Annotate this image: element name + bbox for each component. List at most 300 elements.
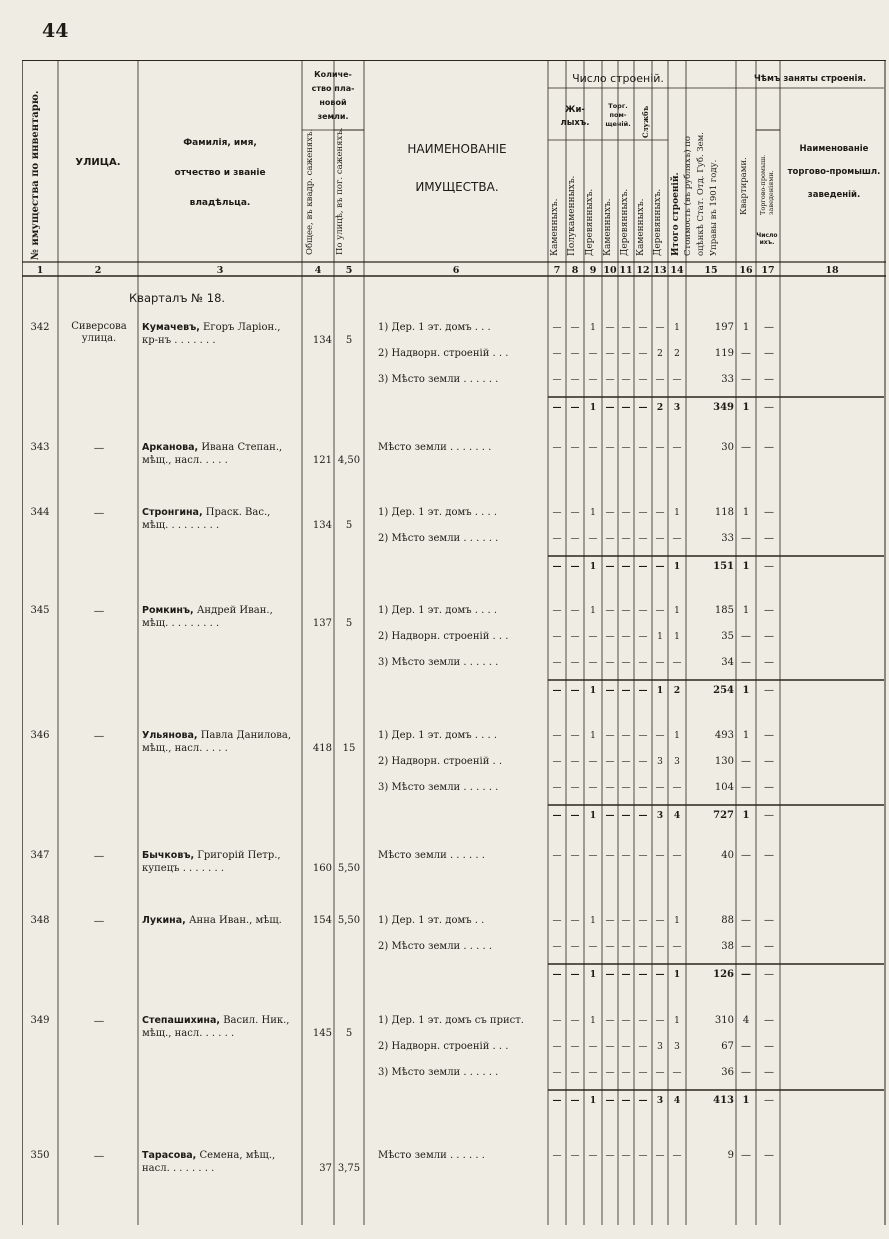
empty-dash: —: [605, 970, 615, 980]
empty-dash: —: [655, 851, 665, 861]
building-count: 1: [590, 731, 596, 741]
valuation: 493: [714, 730, 734, 741]
owner-name: мѣщ., насл. . . . .: [142, 743, 228, 754]
header-owner-line: отчество и званіе: [174, 168, 266, 178]
header-wooden-service: Деревянныхъ.: [653, 188, 663, 256]
header-res-line: лыхъ.: [560, 118, 590, 128]
owner-name: [142, 605, 273, 617]
header-number-of: [755, 232, 779, 246]
empty-dash: —: [655, 783, 665, 793]
owner-given: Анна Иван., мѣщ.: [185, 915, 282, 926]
empty-dash: —: [552, 811, 562, 821]
header-land-total: Общее, въ квадр. саженяхъ.: [305, 128, 315, 255]
building-count: 3: [657, 1042, 663, 1052]
column-number: 8: [571, 265, 579, 276]
empty-dash: —: [570, 443, 580, 453]
empty-dash: —: [764, 730, 774, 741]
empty-dash: —: [552, 349, 562, 359]
empty-dash: —: [570, 851, 580, 861]
owner-name: мѣщ. . . . . . . . .: [142, 618, 220, 629]
empty-dash: —: [570, 783, 580, 793]
property-item: 1) Дер. 1 эт. домъ . . .: [378, 322, 491, 333]
property-item: Мѣсто земли . . . . . .: [378, 1150, 485, 1161]
empty-dash: —: [552, 606, 562, 616]
total-count: 1: [589, 811, 597, 821]
empty-dash: —: [621, 942, 631, 952]
empty-dash: —: [621, 970, 631, 980]
property-item: 2) Надворн. строеній . .: [378, 756, 503, 767]
apartments: —: [741, 1067, 751, 1078]
total-valuation: 254: [713, 685, 734, 696]
apartments: 1: [742, 730, 750, 741]
street-name-line: Сиверсова: [71, 321, 127, 332]
entry-number: 344: [30, 507, 50, 518]
empty-dash: —: [638, 1016, 648, 1026]
empty-dash: —: [552, 1016, 562, 1026]
owner-name: [142, 915, 282, 927]
empty-dash: —: [672, 1151, 682, 1161]
apartments: —: [741, 850, 751, 861]
building-count: 1: [590, 1016, 596, 1026]
empty-dash: —: [764, 941, 774, 952]
empty-dash: —: [605, 1016, 615, 1026]
valuation: 34: [721, 657, 734, 668]
total-apartments: 1: [742, 402, 750, 413]
empty-dash: —: [764, 348, 774, 359]
empty-dash: —: [570, 1151, 580, 1161]
total-count: 1: [589, 562, 597, 572]
valuation: 88: [721, 915, 734, 926]
column-number: 13: [653, 265, 667, 276]
empty-dash: —: [621, 632, 631, 642]
empty-dash: —: [605, 851, 615, 861]
empty-dash: —: [570, 811, 580, 821]
header-land-qty: [302, 68, 364, 124]
empty-dash: —: [552, 686, 562, 696]
header-stone-res: Каменныхъ.: [550, 198, 560, 256]
column-number: 11: [619, 265, 633, 276]
empty-dash: —: [764, 685, 774, 696]
empty-dash: —: [588, 658, 598, 668]
header-trade-names-line: торгово-промышл.: [787, 167, 881, 177]
empty-dash: —: [764, 402, 774, 413]
empty-dash: —: [588, 534, 598, 544]
building-count: 1: [590, 916, 596, 926]
apartments: 4: [742, 1015, 750, 1026]
building-count: 2: [657, 349, 663, 359]
property-item: 2) Мѣсто земли . . . . . .: [378, 533, 499, 544]
empty-dash: —: [621, 1068, 631, 1078]
header-trade-names: [782, 138, 886, 207]
empty-dash: —: [605, 323, 615, 333]
empty-dash: —: [621, 783, 631, 793]
empty-dash: —: [655, 375, 665, 385]
empty-dash: —: [655, 534, 665, 544]
empty-dash: —: [552, 534, 562, 544]
header-valuation-line: Управы въ 1901 году.: [709, 159, 719, 256]
empty-dash: —: [621, 349, 631, 359]
empty-dash: —: [570, 403, 580, 413]
building-count: 1: [674, 606, 680, 616]
empty-dash: —: [621, 443, 631, 453]
owner-given: Ивана Степан.,: [198, 442, 283, 453]
empty-dash: —: [552, 1068, 562, 1078]
empty-dash: —: [570, 1042, 580, 1052]
empty-dash: —: [638, 508, 648, 518]
street-dash: —: [93, 1150, 105, 1162]
owner-given: Семена, мѣщ.,: [196, 1150, 276, 1161]
valuation: 118: [714, 507, 734, 518]
empty-dash: —: [552, 443, 562, 453]
apartments: —: [741, 915, 751, 926]
empty-dash: —: [764, 1067, 774, 1078]
owner-name: мѣщ., насл. . . . .: [142, 455, 228, 466]
owner-name: [142, 322, 281, 334]
column-number: 6: [452, 265, 460, 276]
street-dash: —: [93, 605, 105, 617]
header-owner-line: владѣльца.: [189, 198, 251, 208]
empty-dash: —: [605, 1042, 615, 1052]
property-item: 1) Дер. 1 эт. домъ . . . .: [378, 730, 498, 741]
empty-dash: —: [605, 916, 615, 926]
property-item: 1) Дер. 1 эт. домъ . . . .: [378, 507, 498, 518]
header-valuation-line: оцѣнкѣ Стат. Отд. Губ. Зем.: [696, 132, 706, 256]
land-frontage: 5: [345, 335, 353, 346]
apartments: —: [741, 782, 751, 793]
street-dash: —: [93, 1015, 105, 1027]
total-valuation: 349: [713, 402, 734, 413]
column-number: 16: [739, 265, 753, 276]
header-trade: [602, 102, 634, 129]
total-count: 2: [656, 403, 664, 413]
owner-name: [142, 730, 291, 742]
empty-dash: —: [655, 1151, 665, 1161]
empty-dash: —: [552, 731, 562, 741]
building-count: 1: [590, 606, 596, 616]
total-count: 3: [673, 403, 681, 413]
empty-dash: —: [605, 349, 615, 359]
building-count: 3: [674, 1042, 680, 1052]
empty-dash: —: [570, 658, 580, 668]
empty-dash: —: [764, 1095, 774, 1106]
column-number: 14: [670, 265, 684, 276]
total-count: 3: [656, 1096, 664, 1106]
empty-dash: —: [621, 686, 631, 696]
empty-dash: —: [552, 632, 562, 642]
apartments: —: [741, 941, 751, 952]
empty-dash: —: [552, 1096, 562, 1106]
street-dash: —: [93, 730, 105, 742]
property-item: 3) Мѣсто земли . . . . . .: [378, 657, 499, 668]
empty-dash: —: [605, 1096, 615, 1106]
valuation: 33: [721, 374, 734, 385]
empty-dash: —: [588, 757, 598, 767]
header-res-line: Жи-: [565, 105, 585, 115]
building-count: 1: [674, 1016, 680, 1026]
empty-dash: —: [552, 757, 562, 767]
empty-dash: —: [655, 942, 665, 952]
empty-dash: —: [621, 534, 631, 544]
empty-dash: —: [552, 1042, 562, 1052]
empty-dash: —: [621, 851, 631, 861]
empty-dash: —: [672, 1068, 682, 1078]
building-count: 3: [674, 757, 680, 767]
empty-dash: —: [605, 375, 615, 385]
total-valuation: 413: [713, 1095, 734, 1106]
empty-dash: —: [570, 632, 580, 642]
empty-dash: —: [638, 606, 648, 616]
total-apartments: —: [741, 969, 751, 980]
land-area: 418: [312, 743, 332, 754]
empty-dash: —: [621, 1016, 631, 1026]
apartments: 1: [742, 605, 750, 616]
empty-dash: —: [552, 916, 562, 926]
land-area: 37: [319, 1163, 332, 1174]
empty-dash: —: [588, 443, 598, 453]
empty-dash: —: [764, 1150, 774, 1161]
empty-dash: —: [672, 942, 682, 952]
empty-dash: —: [552, 658, 562, 668]
column-number: 18: [825, 265, 839, 276]
empty-dash: —: [638, 783, 648, 793]
empty-dash: —: [621, 606, 631, 616]
header-owner: [140, 128, 300, 218]
owner-name: [142, 1150, 275, 1162]
building-count: 1: [674, 731, 680, 741]
property-item: 1) Дер. 1 эт. домъ . . . .: [378, 605, 498, 616]
column-number: 9: [589, 265, 597, 276]
total-count: 1: [589, 686, 597, 696]
building-count: 1: [590, 508, 596, 518]
empty-dash: —: [764, 915, 774, 926]
street-dash: —: [93, 442, 105, 454]
empty-dash: —: [570, 606, 580, 616]
header-inv-no: № имущества по инвентарю.: [30, 90, 41, 260]
empty-dash: —: [605, 783, 615, 793]
empty-dash: —: [588, 783, 598, 793]
empty-dash: —: [570, 508, 580, 518]
empty-dash: —: [764, 561, 774, 572]
street-dash: —: [93, 915, 105, 927]
header-halfstone-res: Полукаменныхъ.: [567, 175, 577, 256]
empty-dash: —: [638, 970, 648, 980]
empty-dash: —: [638, 686, 648, 696]
owner-surname: Стронгина,: [142, 507, 203, 518]
empty-dash: —: [605, 562, 615, 572]
header-valuation-line: Стоимость (въ рубляхъ) по: [683, 135, 693, 256]
empty-dash: —: [570, 1096, 580, 1106]
owner-name: [142, 442, 282, 454]
property-item: 2) Мѣсто земли . . . . .: [378, 941, 492, 952]
owner-name: насл. . . . . . . .: [142, 1163, 215, 1174]
valuation: 30: [721, 442, 734, 453]
empty-dash: —: [570, 970, 580, 980]
empty-dash: —: [552, 562, 562, 572]
owner-given: Павла Данилова,: [197, 730, 292, 741]
column-number: 10: [603, 265, 617, 276]
header-trade-line: щеній.: [605, 120, 631, 128]
empty-dash: —: [570, 731, 580, 741]
empty-dash: —: [605, 658, 615, 668]
land-area: 134: [312, 520, 332, 531]
empty-dash: —: [764, 969, 774, 980]
header-trade-line: Торг.: [608, 102, 628, 110]
empty-dash: —: [552, 403, 562, 413]
empty-dash: —: [655, 916, 665, 926]
valuation: 310: [714, 1015, 734, 1026]
empty-dash: —: [764, 1015, 774, 1026]
column-number: 3: [216, 265, 224, 276]
property-item: 3) Мѣсто земли . . . . . .: [378, 374, 499, 385]
empty-dash: —: [764, 1041, 774, 1052]
header-wooden-trade: Деревянныхъ.: [620, 188, 630, 256]
header-wooden-res: Деревянныхъ.: [585, 188, 595, 256]
valuation: 33: [721, 533, 734, 544]
property-item: 2) Надворн. строеній . . .: [378, 1041, 509, 1052]
land-area: 121: [312, 455, 332, 466]
property-item: 1) Дер. 1 эт. домъ . .: [378, 915, 485, 926]
apartments: —: [741, 631, 751, 642]
header-stone-service: Каменныхъ.: [636, 198, 646, 256]
empty-dash: —: [655, 970, 665, 980]
column-number: 5: [345, 265, 353, 276]
owner-name: кр-нъ . . . . . . .: [142, 335, 216, 346]
empty-dash: —: [638, 323, 648, 333]
apartments: —: [741, 533, 751, 544]
header-property-line: ИМУЩЕСТВА.: [415, 180, 499, 194]
empty-dash: —: [588, 1151, 598, 1161]
owner-surname: Ромкинъ,: [142, 605, 194, 616]
property-item: Мѣсто земли . . . . . .: [378, 850, 485, 861]
property-item: Мѣсто земли . . . . . . .: [378, 442, 492, 453]
apartments: —: [741, 1041, 751, 1052]
property-item: 3) Мѣсто земли . . . . . .: [378, 1067, 499, 1078]
header-total-buildings: Итого строеній.: [671, 172, 681, 256]
owner-name: [142, 507, 270, 519]
empty-dash: —: [621, 562, 631, 572]
building-count: 1: [674, 508, 680, 518]
empty-dash: —: [588, 1068, 598, 1078]
valuation: 35: [721, 631, 734, 642]
quarter-heading: Кварталъ № 18.: [129, 291, 226, 305]
header-buildings-count: Число строеній.: [572, 72, 664, 85]
building-count: 1: [657, 632, 663, 642]
header-service: Службъ: [641, 105, 650, 138]
empty-dash: —: [570, 686, 580, 696]
total-apartments: 1: [742, 810, 750, 821]
total-count: 1: [656, 686, 664, 696]
empty-dash: —: [672, 783, 682, 793]
empty-dash: —: [588, 1042, 598, 1052]
owner-given: Васил. Ник.,: [220, 1015, 290, 1026]
empty-dash: —: [621, 508, 631, 518]
empty-dash: —: [764, 810, 774, 821]
land-frontage: 5,50: [337, 863, 361, 874]
empty-dash: —: [638, 658, 648, 668]
apartments: 1: [742, 322, 750, 333]
land-area: 134: [312, 335, 332, 346]
entry-number: 345: [30, 605, 50, 616]
empty-dash: —: [638, 632, 648, 642]
apartments: —: [741, 657, 751, 668]
total-count: 1: [673, 562, 681, 572]
header-street: УЛИЦА.: [75, 157, 121, 168]
empty-dash: —: [588, 349, 598, 359]
valuation: 197: [714, 322, 734, 333]
empty-dash: —: [605, 508, 615, 518]
building-count: 1: [590, 323, 596, 333]
empty-dash: —: [605, 606, 615, 616]
header-owner-line: Фамилія, имя,: [183, 138, 257, 148]
empty-dash: —: [638, 403, 648, 413]
land-area: 154: [312, 915, 332, 926]
property-item: 3) Мѣсто земли . . . . . .: [378, 782, 499, 793]
empty-dash: —: [605, 757, 615, 767]
street-name: [60, 321, 138, 345]
empty-dash: —: [655, 731, 665, 741]
total-count: 3: [656, 811, 664, 821]
empty-dash: —: [655, 658, 665, 668]
empty-dash: —: [621, 757, 631, 767]
empty-dash: —: [621, 375, 631, 385]
empty-dash: —: [638, 811, 648, 821]
header-trade-names-line: заведеній.: [807, 190, 861, 200]
total-valuation: 727: [713, 810, 734, 821]
empty-dash: —: [570, 534, 580, 544]
column-number: 12: [636, 265, 650, 276]
empty-dash: —: [672, 658, 682, 668]
empty-dash: —: [621, 811, 631, 821]
owner-name: [142, 850, 281, 862]
total-count: 4: [673, 1096, 681, 1106]
empty-dash: —: [570, 1016, 580, 1026]
empty-dash: —: [764, 507, 774, 518]
empty-dash: —: [588, 632, 598, 642]
total-apartments: 1: [742, 561, 750, 572]
total-valuation: 151: [713, 561, 734, 572]
entry-number: 343: [30, 442, 50, 453]
header-residential: [548, 104, 602, 130]
owner-given: Григорій Петр.,: [194, 850, 281, 861]
empty-dash: —: [621, 1151, 631, 1161]
land-area: 145: [312, 1028, 332, 1039]
header-number-line: Число: [756, 232, 778, 239]
header-land-line: ство пла-: [311, 84, 355, 93]
empty-dash: —: [672, 851, 682, 861]
owner-surname: Бычковъ,: [142, 850, 195, 861]
empty-dash: —: [552, 1151, 562, 1161]
empty-dash: —: [638, 731, 648, 741]
total-count: 1: [589, 1096, 597, 1106]
header-property-line: НАИМЕНОВАНІЕ: [407, 142, 507, 156]
owner-given: Андрей Иван.,: [193, 605, 273, 616]
valuation: 185: [714, 605, 734, 616]
column-number: 7: [553, 265, 561, 276]
apartments: —: [741, 374, 751, 385]
empty-dash: —: [552, 375, 562, 385]
empty-dash: —: [552, 783, 562, 793]
empty-dash: —: [570, 375, 580, 385]
empty-dash: —: [655, 1068, 665, 1078]
apartments: —: [741, 442, 751, 453]
apartments: —: [741, 756, 751, 767]
total-apartments: 1: [742, 685, 750, 696]
column-number: 17: [761, 265, 775, 276]
empty-dash: —: [655, 443, 665, 453]
empty-dash: —: [655, 562, 665, 572]
land-area: 137: [312, 618, 332, 629]
empty-dash: —: [621, 1096, 631, 1106]
